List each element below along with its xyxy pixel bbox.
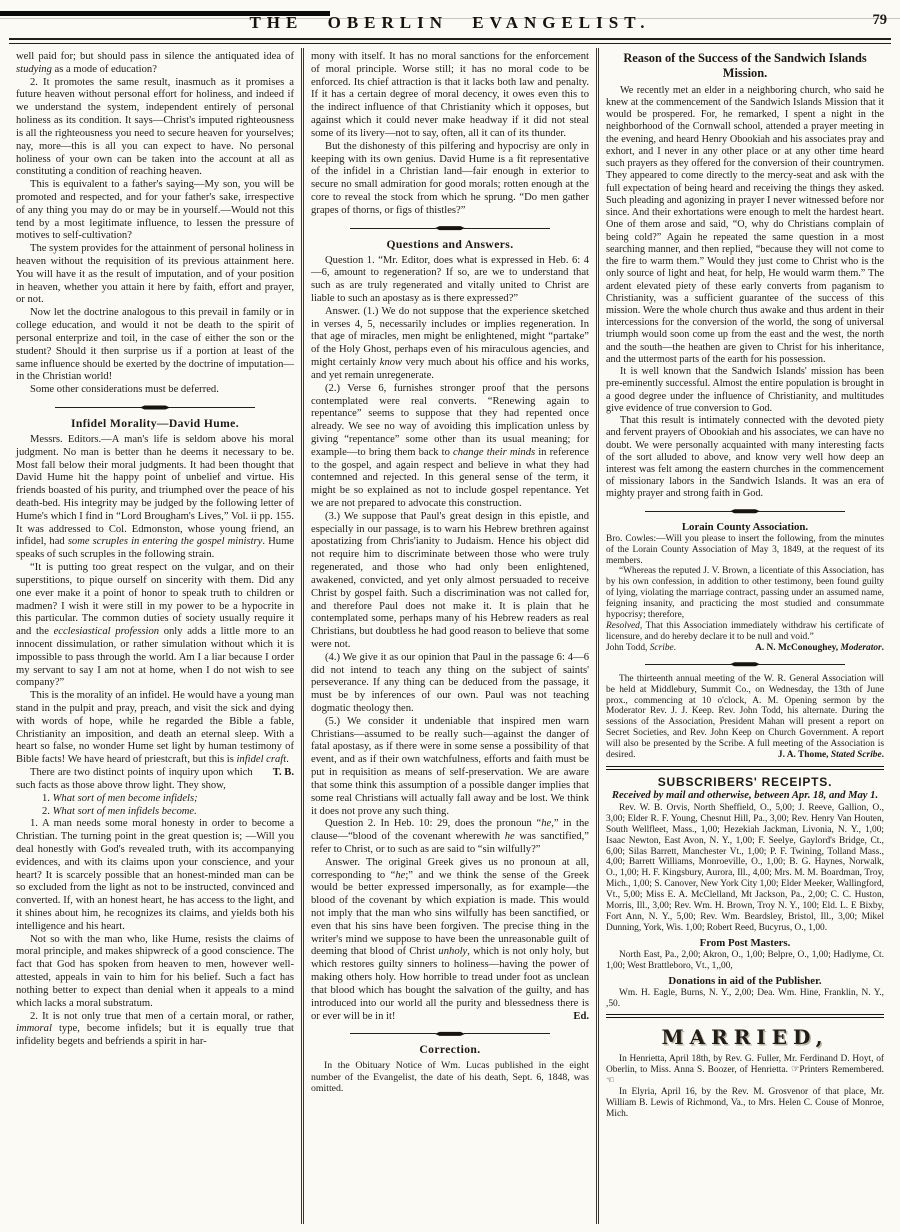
newspaper-column-1 [9,48,301,1224]
paragraph-fine: Resolved, That this Association immediately withdraw his certificate of licensure, and do hereby declare it to be null and void.” A. N. McConoughey, Moderator. [606,620,884,653]
double-rule [606,1014,884,1018]
married-heading: MARRIED, [661,1025,829,1050]
paragraph: Question 2. In Heb. 10: 29, does the pronoun “he,” in the clause—“blood of the covenant wherewith he was sanctified,” refer to Christ, or to such as are said to “sin wilfully?” [311,818,589,855]
list-item: 1. What sort of men become infidels; [42,792,198,804]
paragraph: Some other considerations must be deferred. [30,384,219,396]
section-heading: Infidel Morality—David Hume. [70,416,240,430]
divider-line [645,664,731,665]
paragraph-fine: Bro. Cowles:—Will you please to insert the following, from the minutes of the Lorain County Association of May 3, 1849, at the request of its members. [606,533,884,566]
masthead-rule [9,38,891,44]
divider-diamond-icon [730,662,760,667]
paragraph: “It is putting too great respect on the vulgar, and on their superstitions, to pique ourself on sincerity with them. Did any one ever make it a point of honor to speak truth to children or madmen? I wish it were still in my power to be a hypocrite in this particular. The common duties of society usually require it and the ecclesiastical profession only adds a little more to an innocent dissimulation, or rather simulation without which it is impossible to pass through the world. Am I a liar because I order my servant to say I am not at home, when I do not wish to see company?” [16,562,295,689]
subsection-heading: Donations in aid of the Publisher. [668,974,822,987]
paragraph: Not so with the man who, like Hume, resists the claims of moral principle, and makes shipwreck of a good conscience. The fact that God has spoken from heaven to men, however well-attested, appeals in vain to him for his belief. Such a fact has nothing better to expect than denial when it appeals to a mind which lacks a moral substratum. [16,933,294,1009]
divider-diamond-icon [435,1031,465,1036]
divider-line [169,407,255,408]
paragraph: (3.) We suppose that Paul's great design in this epistle, and especially in our passage, is to warn his Hebrew brethren against apostatizing from Chris'ianity to Judaism. Hence his object did not require him to discriminate between those who were truly regenerated, and those who had only been enlightened, awakened, convicted, and yet only almost persuaded to receive Christ by gospel faith. Such a discrimination was not called for, and therefore Paul does not make it. It is plain that he contemplated some, perhaps many of his Hebrew readers as real Christians, but doubtless he had good reason to believe that some were not. [311,510,589,650]
paragraph-fine: Wm. H. Eagle, Burns, N. Y., 2,00; Dea. Wm. Hine, Franklin, N. Y., ,50. [606,987,884,1009]
newspaper-column-3 [596,48,891,1224]
subsection-heading: Lorain County Association. [681,520,809,533]
newspaper-column-2 [301,48,596,1224]
newspaper-page [0,11,900,1232]
divider-diamond-icon [435,226,465,231]
paragraph: But the dishonesty of this pilfering and hypocrisy are only in keeping with its own genius. David Hume is a fit representative of the infidel in a Christian land—fair enough in exterior to secure no small admiration for good morals; rotten enough at the core to reveal the stock from which he sprung. “Do men gather grapes of thorns, or figs of thistles?” [311,140,589,216]
paragraph: (5.) We consider it undeniable that inspired men warn Christians—assumed to be really such—against the danger of fatal apostasy, as if there were in some sense a possibility of that event, and as if their own watchfulness, efforts and faith must be put in requisition as means of self-preservation. We are aware that some think this assumption of a possible danger implies that some real Christians will actually fall away and be lost. We think it does not prove any such thing. [311,715,589,817]
paragraph: The system provides for the attainment of personal holiness in heaven without the requisition of its previous attainment here. You will have it as the result of imputation, and of your position in heaven, whether you attain it here by faith, effort and prayer, or not. [16,243,294,306]
paragraph: It is well known that the Sandwich Islands' mission has been pre-eminently successful. Almost the entire population is brought in a good degree under the influence of Christianity, and multitudes give evidence of true conversion to God. [606,366,884,414]
newspaper-title: THE OBERLIN EVANGELIST. [249,13,651,32]
paragraph: This is equivalent to a father's saying—My son, you will be promoted and respected, and for your father's sake, irrespective of any thing you may do or may be in yourself.—Would not this tend by a most legitimate influence, to lessen the pressure of motives to self-cultivation? [16,179,294,242]
paragraph: That this result is intimately connected with the devoted piety and fervent prayers of Obookiah and his associates, we can have no doubt. We were personally acquainted with many interesting facts of the sort alluded to above, and know very well how deep an interest was felt among the eastern churches in the commencement of missionary labors in the Sandwich Islands. It was an era of mighty prayer and strong faith in God. [606,415,884,500]
receipts-heading: SUBSCRIBERS' RECEIPTS. [657,774,833,789]
paragraph: This is the morality of an infidel. He would have a young man stand in the pulpit and pray, preach, and visit the sick and dying with words of hope, while he regarded the Bible a fable, Christianity an imposition, and death an eternal sleep. With a heart so false, no wonder Hume set light by human testimony of Bible facts! We have heard of priestcraft, but this is infidel craft. T. B. [16,690,294,779]
paragraph: mony with itself. It has no moral sanctions for the enforcement of moral principle. Worse still; it has no moral code to be enforced. Its chief attraction is that it lacks both law and penalty. If it has a certain degree of moral decency, it owes even this to the indirect influence of that Christianity which it opposes, but against which it could never make headway if it did not steal some of its livery—not to say, often, all it can of its thunder. [311,51,589,139]
divider-ornament [645,508,845,515]
list-item: 2. What sort of men infidels become. [42,805,197,817]
paragraph: We recently met an elder in a neighboring church, who said he knew at the commencement of the Sandwich Islands Mission that it would be prospered. For, he remarked, I spent a night in the neighborhood of the Cornwall school, attended a prayer meeting in the evening, and heard Henry Obookiah and his associates pray and exhort, and I never in any other place or at any other time heard such prayers as they offered for the conversion of their countrymen. They appeared to come directly to the mercy-seat and ask with the full expectation of being heard and receiving the things they asked. Such pleading and agonizing in prayer I never witnessed before nor since. And their exhortations were enough to melt the hardest heart. One of them arose and said, “O, why do Christians complain of being cold?” Again he repeated the same question in a most searching manner, and then replied, “because they will not come to the fire to warm them.” Would they just come to Christ who is the only source of light and heat, for help, He would warm them.” The ardent elevated piety of these early converts from paganism to Christianity, was a sufficient guarantee of the success of this mission. Were the whole church thus awake and thus ardent in their intercessions for the conversion of the world, the song of universal triumph would soon come up from the east and the west, the north and the south—the heathen are given to Christ for his inheritance, and the uttermost parts of the earth for his possession. [606,84,884,365]
paragraph: (4.) We give it as our opinion that Paul in the passage 6: 4—6 did not intend to teach any thing on the subject of saints' perseverance. If any thing can be deduced from the passage, it must be by inferences of our own. Paul was not teaching dogmatic theology then. [311,651,589,714]
masthead [9,11,891,35]
paragraph: There are two distinct points of inquiry upon which such facts as those above throw light. They show, [16,767,253,791]
paragraph-fine: Rev. W. B. Orvis, North Sheffield, O., 5,00; J. Reeve, Gallion, O., 3,00; Elder R. F. Young, Chesnut Hill, Pa., 3,00; Rev. Henry Van Houten, South Wellfleet, Mass., 1,00; Hezekiah Jackman, Livonia, N. Y., 1,00; Isaac Newton, East Avon, N. Y., 1,00; F. Seelye, Gaylord's Bridge, Ct., 6,00; Silas Barrett, Manchester Vt., 1,00; P. F. Twining, Tolland Mass., 4,00; Barrett Williams, Monroeville, O., 1,00; B. G. Haynes, Norwalk, O., 1,00; H. F. Kingsbury, Aurora, Ill., 4,00; Mrs. M. M. Boardman, Troy, Mich., 1,00; S. Canover, New York City 1,00; Elder Meeker, Wallingford, Vt., 5,00; Miss E. A. McClelland, Mt Jackson, Pa., 2,00; C. C. Huston, Morris, Ill., 3,00; Rev. Wm. H. Brown, Troy N. Y., 100; Eld. L. E Bixby, Fort Ann, N. Y., 5,00; Rev. Wm. Beardsley, Bristol, Ill., 3,00; Mikel Dunning, York, Wis. 1,00; Robert Reed, Bucyrus, O., 1,00. [606,802,884,933]
divider-ornament [645,661,845,668]
paragraph-fine: In the Obituary Notice of Wm. Lucas published in the eight number of the Evangelist, the date of his death, Sept. 6, 1848, was omitted. [311,1060,589,1095]
receipts-subheading: Received by mail and otherwise, between Apr. 18, and May 1. [611,789,879,801]
divider-ornament [350,225,550,232]
section-heading: Correction. [419,1043,481,1057]
paragraph-fine: The thirteenth annual meeting of the W. R. General Association will be held at Middlebury, Summit Co., on Wednesday, the 13th of June prox., commencing at 10 o'clock, A. M. Opening sermon by the Moderator Rev. J. J. Keep. Rev. John Todd, his alternate. During the sessions of the Association, President Mahan will present a report on Secret Societies, and Rev. John Keep on Church Government. A report will also be presented by the Scribe. A full meeting of the Association is desired. J. A. Thome, Stated Scribe. [606,673,884,761]
signature: A. N. McConoughey, Moderator. [755,642,884,653]
divider-line [55,407,141,408]
paragraph: (2.) Verse 6, furnishes stronger proof that the persons contemplated were real converts. “Renewing again to repentance” seems to suppose that they had repented once already. We see no way of avoiding this implication unless by giving “repentance” some other than its usual meaning; for example—to bring them back to change their minds in reference to the gospel, and again respect and believe in what they had contemned and rejected. In this general sense of the term, it might be so explained as not to include gospel repentance. Yet we are not prepared to advocate this construction. [311,382,589,509]
signature: T. B. [272,767,294,779]
divider-line [464,1033,550,1034]
paragraph: Question 1. “Mr. Editor, does what is expressed in Heb. 6: 4—6, amount to regeneration? If so, are we to understand that such as are truly regenerated and vitally united to Christ are liable to such an apostasy as is there expressed?” [311,254,589,304]
divider-line [759,511,845,512]
divider-line [759,664,845,665]
paragraph: Answer. (1.) We do not suppose that the experience sketched in verses 4, 5, necessarily includes or implies regeneration. In that age of miracles, men might be enlightened, might “partake” of the Holy Ghost, perhaps even of his miraculous agencies, and might certainly know very much about his office and his works, and yet remain unregenerate. [311,305,590,381]
paragraph-fine: In Henrietta, April 18th, by Rev. G. Fuller, Mr. Ferdinand D. Hoyt, of Oberlin, to Miss. Anna S. Boozer, of Henrietta. ☞Printers Remembered.☜ [606,1054,884,1087]
signature: J. A. Thome, Stated Scribe. [777,750,884,761]
paragraph: 2. It promotes the same result, inasmuch as it promises a future heaven without personal effort for holiness, and indeed if we understand the system, independent entirely of personal holiness as its condition. It says—Christ's imputed righteousness is all the righteousness you need to secure heaven for yourselves; nay, more—this is all you can expect to have. No personal holiness of your own can be taken into the account at all as constituting a condition of reaching heaven. [16,76,294,178]
paragraph: Messrs. Editors.—A man's life is seldom above his moral judgment. No man is better than he deems it necessary to be. Most fall below their moral judgments. It had been thought that David Hume hit the happy point of unbelief and virtue. His friends boasted of his purity, and triumphed over the peace of his death-bed. His integrity may be judged by the following letter of Hume's which I find in “Lord Brougham's Lives,” Vol. ii pp. 155. It was addressed to Col. Edmonston, whose young friend, an infidel, had some scruples in entering the gospel ministry. Hume speaks of such scruples in the following strain. [16,433,295,561]
divider-line [645,511,731,512]
divider-diamond-icon [730,509,760,514]
paragraph: Now let the doctrine analogous to this prevail in family or in college education, and would it not be death to the spirit of personal enterprize and toil, in the case of either the son or the student? Should it then surprise us if a portion at least of the same influence should be exerted by the doctrine of imputation—in the Christian world! [16,307,295,383]
divider-ornament [55,404,255,411]
paragraph-fine: North East, Pa., 2,00; Akron, O., 1,00; Belpre, O., 1,00; Hadlyme, Ct. 1,00; West Brattleboro, Vt., 1,,00, [606,949,884,971]
signature: Ed. [573,1010,589,1022]
subsection-heading: From Post Masters. [699,936,791,949]
divider-line [350,1033,436,1034]
page-number: 79 [872,12,887,28]
double-rule [606,766,884,770]
article-heading: Reason of the Success of the Sandwich Islands Mission. [623,51,867,80]
divider-line [464,228,550,229]
paragraph: 1. A man needs some moral honesty in order to become a Christian. The turning point in the great question is; —Will you deal honestly with God's revealed truth, with its accompanying evidences, and with its claims upon your conscience, and your heart? It is scarcely possible that an honest-minded man can be so excluded from the light as not to be instructed, convinced and converted. If, with an honest heart, he has access to the light, and it shines about him, he recognizes its claims, and yields both his intelligence and his heart. [16,818,294,932]
columns-container [9,48,891,1224]
paragraph: well paid for; but should pass in silence the antiquated idea of studying as a mode of education? [16,51,294,75]
paragraph-fine: In Elyria, April 16, by the Rev. M. Grosvenor of that place, Mr. William B. Lewis of Richmond, Va., to Mrs. Helen C. Couse of Monroe, Mich. [606,1087,884,1119]
divider-line [350,228,436,229]
paragraph: 2. It is not only true that men of a certain moral, or rather, immoral type, become infidels; but it is equally true that infidelity begets and befriends a spirit in har- [16,1010,294,1048]
paragraph: Answer. The original Greek gives us no pronoun at all, corresponding to “he;” and we think the sense of the Greek would be better expressed impersonally, as for example—the blood of the covenant by which expiation is made. This would not imply that the man who sins wilfully has been sanctified, or even that his sins have been forgiven. The precise thing in the writer's mind we suppose to have been the unreasonable guilt of deeming that blood of Christ unholy, which is not only holy, but which restores guilty sinners to holiness—having the power of making others holy. How horrible to tread under foot as unclean that blood which has bought the salvation of the guilty, and has introduced into our world all the purity and blessedness there is or ever will be in it! Ed. [311,856,590,1022]
section-heading: Questions and Answers. [386,237,514,251]
paragraph-fine: “Whereas the reputed J. V. Brown, a licentiate of this Association, has by his own confession, in addition to other testimony, been found guilty of lying, violating the marriage contract, passing under an assumed name, feigning insanity, and practicing the most studied and consummate hypocrisy; therefore, [606,566,884,621]
divider-ornament [350,1030,550,1037]
divider-diamond-icon [140,405,170,410]
paragraph-fine: John Todd, Scribe. [606,642,677,653]
